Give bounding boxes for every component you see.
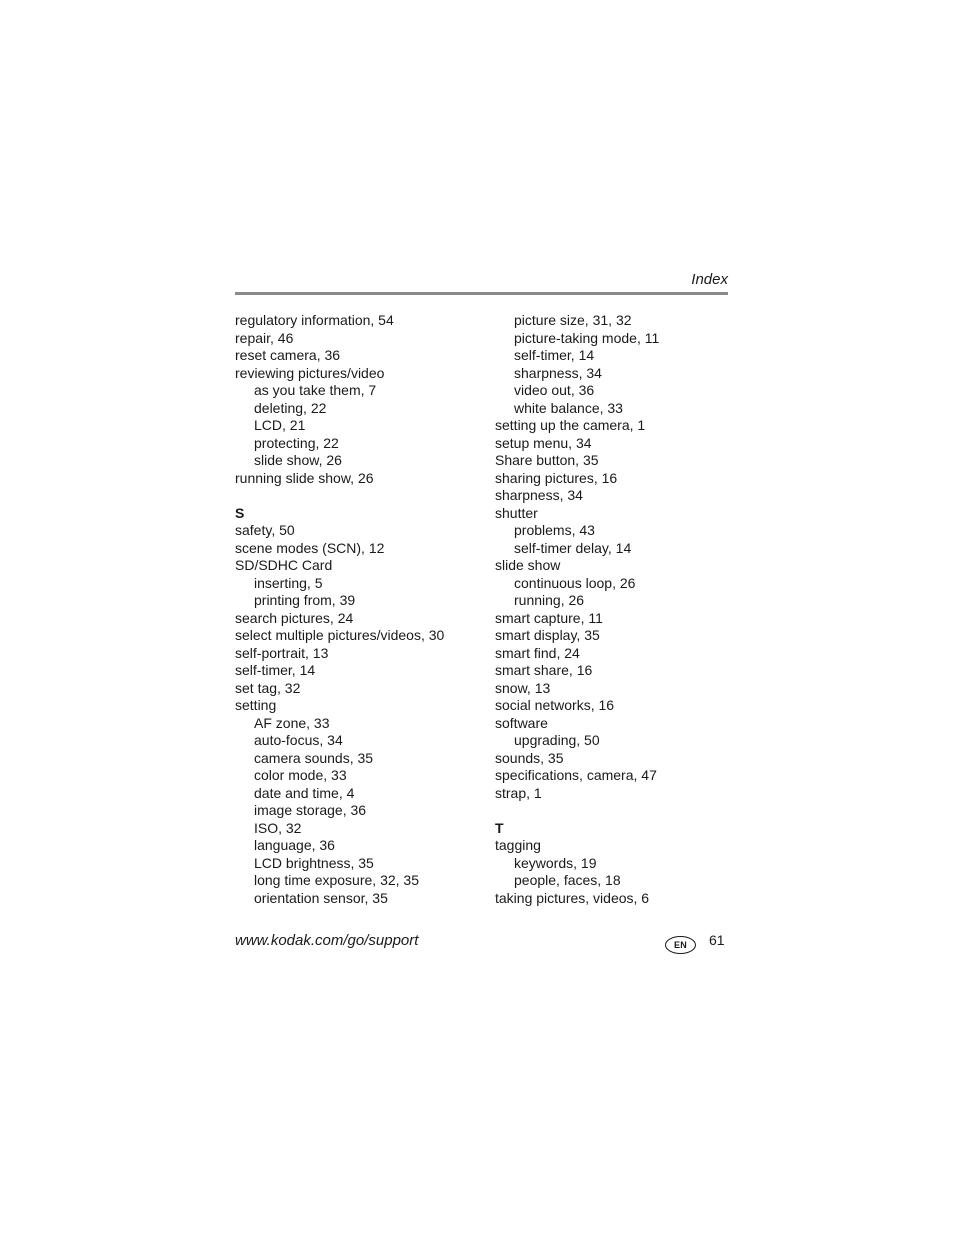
index-subentry: upgrading, 50	[514, 732, 600, 748]
index-subentry: orientation sensor, 35	[254, 889, 388, 906]
index-entry: setting up the camera, 1	[495, 417, 646, 433]
index-subentry: running, 26	[514, 592, 585, 608]
index-subentry: white balance, 33	[514, 399, 623, 416]
index-subentry: color mode, 33	[254, 767, 347, 783]
index-entry: social networks, 16	[495, 697, 615, 713]
index-subentry: problems, 43	[514, 522, 595, 538]
index-subentry: ISO, 32	[254, 819, 302, 836]
index-entry: scene modes (SCN), 12	[235, 539, 385, 556]
index-subentry: auto-focus, 34	[254, 732, 343, 748]
index-entry: specifications, camera, 47	[495, 767, 657, 783]
index-entry: tagging	[495, 837, 541, 853]
index-subentry: AF zone, 33	[254, 714, 330, 731]
index-entry: snow, 13	[495, 679, 551, 696]
index-entry: smart display, 35	[495, 627, 600, 643]
index-subentry: keywords, 19	[514, 854, 597, 871]
index-entry: smart capture, 11	[495, 609, 603, 626]
index-subentry: picture-taking mode, 11	[514, 329, 660, 346]
index-subentry: video out, 36	[514, 382, 595, 398]
index-entry: search pictures, 24	[235, 609, 354, 626]
index-subentry: camera sounds, 35	[254, 749, 374, 766]
index-subentry: printing from, 39	[254, 592, 356, 608]
index-subentry: protecting, 22	[254, 434, 339, 451]
index-subentry: slide show, 26	[254, 452, 342, 468]
index-entry: select multiple pictures/videos, 30	[235, 627, 445, 643]
index-entry: SD/SDHC Card	[235, 557, 333, 573]
index-entry: self-timer, 14	[235, 662, 316, 678]
index-entry: slide show	[495, 557, 561, 573]
index-subentry: date and time, 4	[254, 784, 355, 801]
index-subentry: long time exposure, 32, 35	[254, 872, 419, 888]
index-entry: reviewing pictures/video	[235, 364, 385, 381]
language-badge-label: EN	[673, 940, 688, 950]
index-subentry: self-timer, 14	[514, 347, 595, 363]
index-subentry: LCD, 21	[254, 417, 306, 433]
index-entry: sharing pictures, 16	[495, 469, 618, 486]
index-entry: Share button, 35	[495, 452, 599, 468]
page-header-title: Index	[691, 271, 728, 288]
language-badge-icon	[665, 936, 696, 954]
index-subentry: LCD brightness, 35	[254, 854, 374, 871]
index-entry: strap, 1	[495, 784, 542, 801]
index-subentry: image storage, 36	[254, 802, 367, 818]
index-entry: smart share, 16	[495, 662, 593, 678]
index-column-left	[235, 312, 485, 907]
index-subentry: inserting, 5	[254, 574, 323, 591]
index-entry: regulatory information, 54	[235, 312, 394, 328]
index-subentry: picture size, 31, 32	[514, 312, 632, 328]
footer-url[interactable]: www.kodak.com/go/support	[235, 932, 419, 949]
index-entry: set tag, 32	[235, 679, 301, 696]
index-subentry: as you take them, 7	[254, 382, 377, 398]
index-entry: running slide show, 26	[235, 469, 374, 486]
header-rule	[235, 292, 728, 295]
index-entry: setting	[235, 697, 277, 713]
index-entry: software	[495, 714, 548, 731]
index-letter-heading: S	[235, 504, 245, 521]
index-subentry: deleting, 22	[254, 399, 327, 416]
index-subentry: self-timer delay, 14	[514, 539, 632, 556]
index-entry: sounds, 35	[495, 749, 564, 766]
index-subentry: continuous loop, 26	[514, 574, 636, 591]
index-entry: self-portrait, 13	[235, 644, 329, 661]
index-entry: repair, 46	[235, 329, 294, 346]
index-spacer	[495, 802, 745, 820]
index-entry: taking pictures, videos, 6	[495, 889, 650, 906]
index-letter-heading: T	[495, 819, 504, 836]
index-entry: shutter	[495, 504, 538, 521]
index-entry: safety, 50	[235, 522, 295, 538]
index-subentry: people, faces, 18	[514, 872, 621, 888]
index-entry: setup menu, 34	[495, 434, 592, 451]
index-entry: smart find, 24	[495, 644, 580, 661]
index-subentry: language, 36	[254, 837, 335, 853]
index-spacer	[235, 487, 485, 505]
page-number: 61	[709, 932, 725, 948]
index-column-right	[495, 312, 745, 907]
index-subentry: sharpness, 34	[514, 364, 602, 381]
index-entry: sharpness, 34	[495, 487, 583, 503]
index-entry: reset camera, 36	[235, 347, 341, 363]
